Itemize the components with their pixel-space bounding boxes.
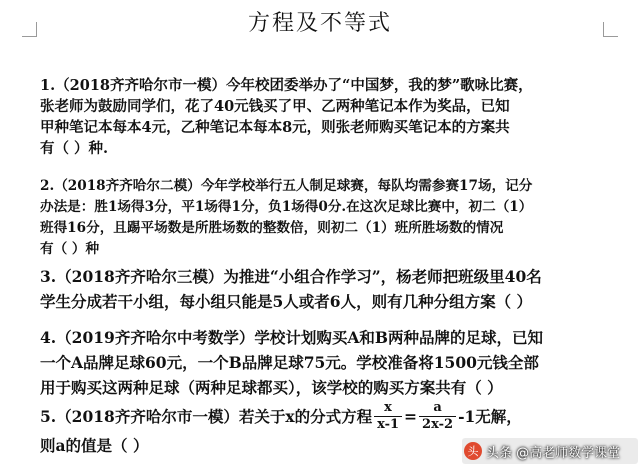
question-3 xyxy=(40,264,612,314)
fraction-denominator: x-1 xyxy=(374,416,402,433)
fraction-x-over-x-minus-1 xyxy=(374,400,402,433)
question-5-equation-line xyxy=(40,400,612,433)
equals-sign: = xyxy=(404,407,418,426)
question-line: 则a的值是（ ） xyxy=(40,436,149,455)
question-4 xyxy=(40,325,612,400)
question-5-suffix: -1无解， xyxy=(458,407,522,426)
question-line: 办法是：胜1场得3分，平1场得1分，负1场得0分.在这次足球比赛中，初二（1） xyxy=(40,199,533,215)
fraction-denominator: 2x-2 xyxy=(419,416,456,433)
question-line: 一个A品牌足球60元，一个B品牌足球75元。学校准备将1500元钱全部 xyxy=(40,353,539,372)
watermark-text: 头条 @高老师数学课堂 xyxy=(486,445,621,461)
watermark xyxy=(462,438,638,464)
question-5-prefix: 5.（2018齐齐哈尔市一模）若关于x的分式方程 xyxy=(40,407,373,426)
page-title: 方程及不等式 xyxy=(247,11,392,36)
question-line: 2.（2018齐齐哈尔二模）今年学校举行五人制足球赛，每队均需参赛17场，记分 xyxy=(40,178,533,194)
fraction-a-over-2x-minus-2 xyxy=(419,400,456,433)
question-line: 张老师为鼓励同学们，花了40元钱买了甲、乙两种笔记本作为奖品，已知 xyxy=(40,98,510,115)
question-line: 1.（2018齐齐哈尔市一模）今年校团委举办了“中国梦，我的梦”歌咏比赛， xyxy=(40,77,533,94)
toutiao-logo-icon: 头 xyxy=(464,442,482,460)
question-line: 用于购买这两种足球（两种足球都买），该学校的购买方案共有（ ） xyxy=(40,378,503,397)
fraction-numerator: x xyxy=(384,400,392,415)
question-line: 甲种笔记本每本4元，乙种笔记本每本8元，则张老师购买笔记本的方案共 xyxy=(40,119,510,136)
question-line: 3.（2018齐齐哈尔三模）为推进“小组合作学习”，杨老师把班级里40名 xyxy=(40,267,542,286)
question-line: 学生分成若干小组，每小组只能是5人或者6人，则有几种分组方案（ ） xyxy=(40,292,532,311)
fraction-numerator: a xyxy=(433,400,442,415)
question-line: 有（ ）种 xyxy=(40,241,100,257)
question-line: 班得16分，且踢平场数是所胜场数的整数倍，则初二（1）班所胜场数的情况 xyxy=(40,220,504,236)
question-line: 4.（2019齐齐哈尔中考数学）学校计划购买A和B两种品牌的足球，已知 xyxy=(40,328,543,347)
question-2 xyxy=(40,176,612,260)
question-1 xyxy=(40,75,612,159)
question-line: 有（ ）种. xyxy=(40,140,109,157)
